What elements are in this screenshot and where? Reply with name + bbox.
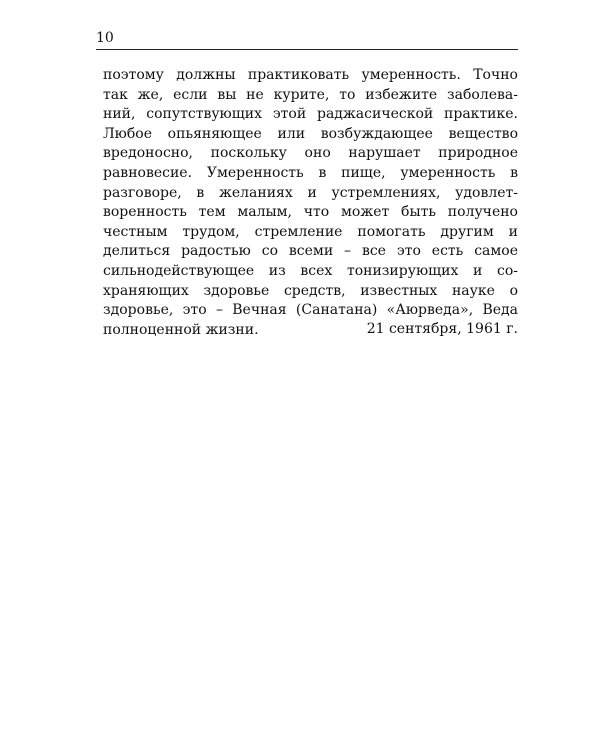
text-line: делиться радостью со всеми – все это есть самое — [103, 243, 518, 260]
text-line: разговоре, в желаниях и устремлениях, удовлет- — [103, 184, 518, 201]
text-line: храняющих здоровье средств, известных науке о — [103, 282, 518, 299]
text-line: Любое опьяняющее или возбуждающее вещество — [103, 125, 518, 142]
text-line: так же, если вы не курите, то избежите заболева- — [103, 86, 518, 103]
signature-date: 21 сентября, 1961 г. — [366, 321, 518, 337]
text-line: равновесие. Умеренность в пище, умеренность в — [103, 164, 518, 181]
text-line: честным трудом, стремление помогать другим и — [103, 223, 518, 240]
text-line: поэтому должны практиковать умеренность. Точно — [103, 67, 518, 83]
text-line: полноценной жизни. — [103, 321, 259, 338]
body-paragraph — [103, 66, 518, 340]
page-number: 10 — [96, 30, 114, 46]
text-line: здоровье, это – Вечная (Санатана) «Аюрведа», Веда — [103, 302, 518, 319]
header-rule — [96, 49, 518, 50]
text-line: сильнодействующее из всех тонизирующих и со- — [103, 262, 518, 279]
text-line: воренность тем малым, что может быть получено — [103, 204, 518, 221]
text-line: ний, сопутствующих этой раджасической практике. — [103, 106, 518, 123]
text-line: вредоносно, поскольку оно нарушает природное — [103, 145, 518, 162]
